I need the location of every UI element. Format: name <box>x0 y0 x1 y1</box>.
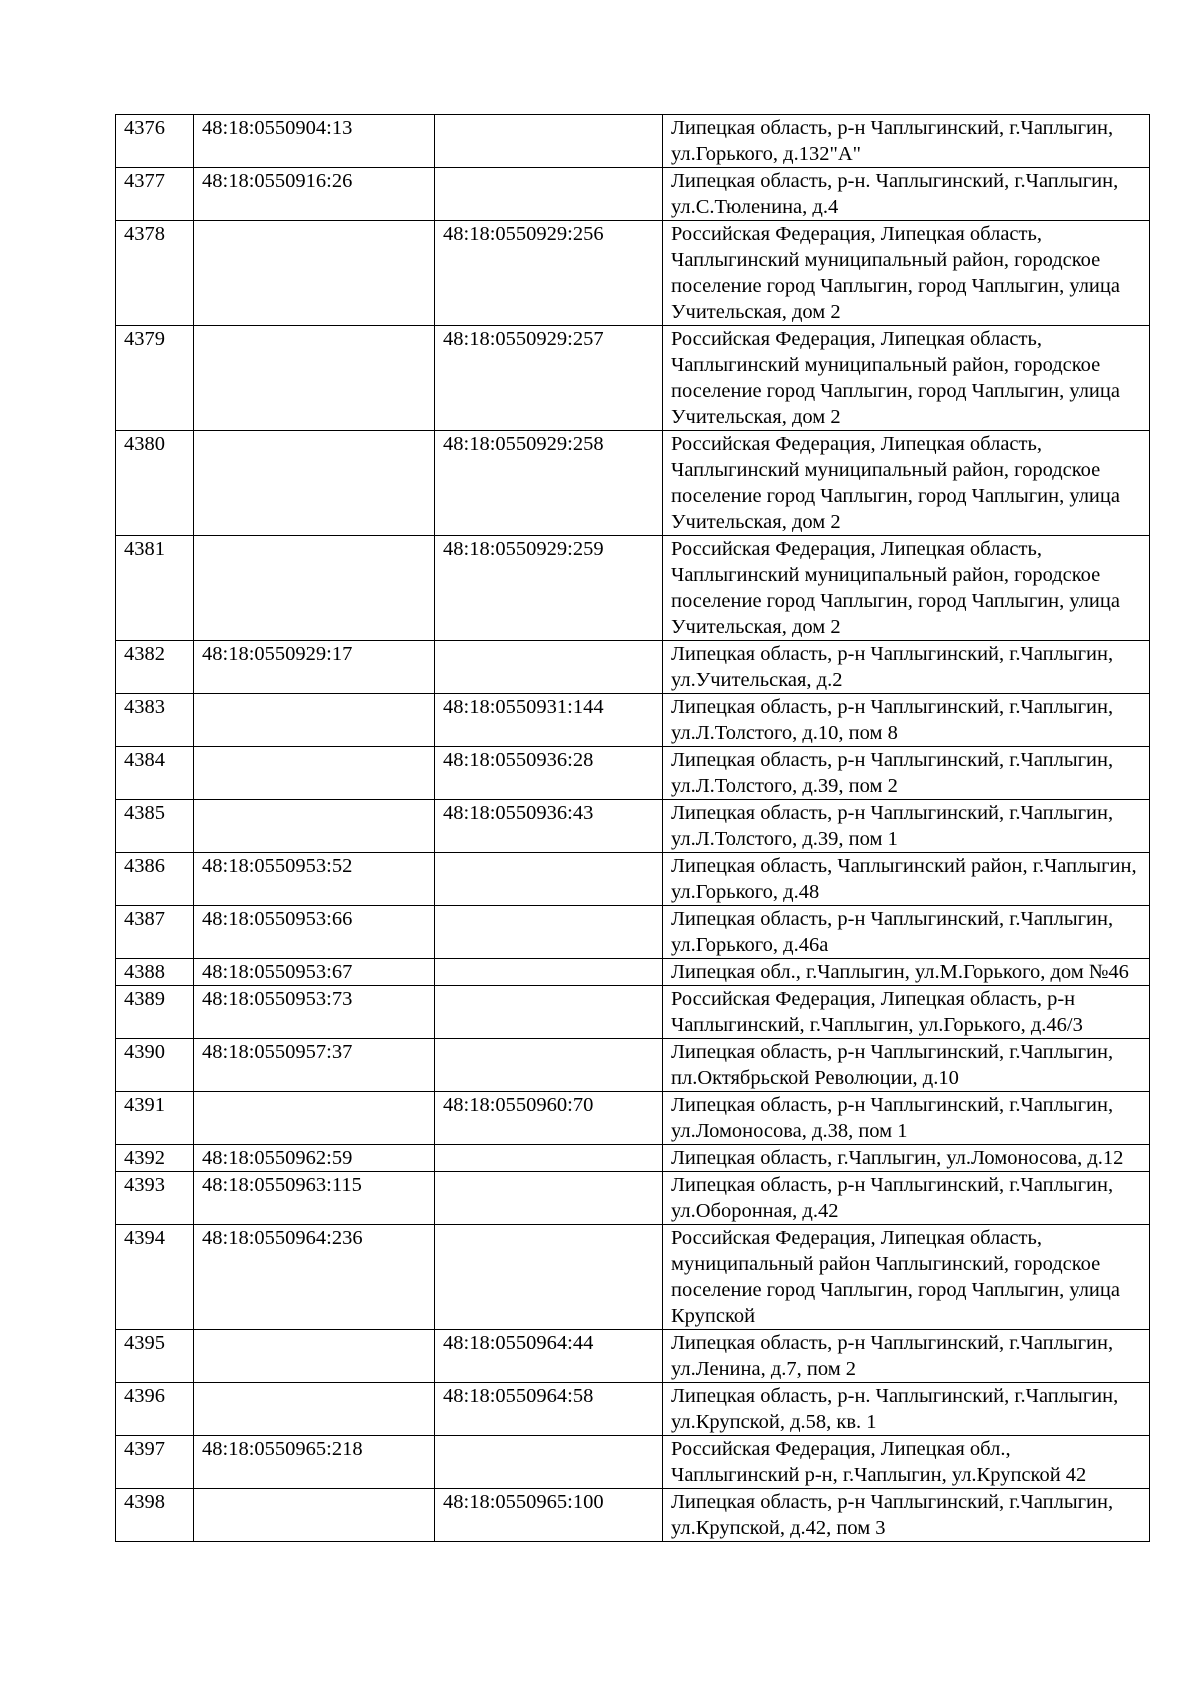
address-cell: Липецкая область, р-н Чаплыгинский, г.Чаплыгин, ул.Л.Толстого, д.10, пом 8 <box>663 694 1150 747</box>
row-number-cell: 4386 <box>116 853 194 906</box>
object-cadastral-number-cell: 48:18:0550936:43 <box>435 800 663 853</box>
row-number-cell: 4378 <box>116 221 194 326</box>
table-row <box>116 1225 1150 1330</box>
land-cadastral-number-cell: 48:18:0550953:67 <box>194 959 435 986</box>
object-cadastral-number-cell <box>435 1436 663 1489</box>
object-cadastral-number-cell: 48:18:0550936:28 <box>435 747 663 800</box>
address-cell: Липецкая область, Чаплыгинский район, г.Чаплыгин, ул.Горького, д.48 <box>663 853 1150 906</box>
row-number-cell: 4383 <box>116 694 194 747</box>
land-cadastral-number-cell: 48:18:0550963:115 <box>194 1172 435 1225</box>
table-row <box>116 1436 1150 1489</box>
row-number-cell: 4394 <box>116 1225 194 1330</box>
address-cell: Российская Федерация, Липецкая область, муниципальный район Чаплыгинский, городское поселение город Чаплыгин, город Чаплыгин, улица Крупской <box>663 1225 1150 1330</box>
address-cell: Липецкая область, р-н. Чаплыгинский, г.Чаплыгин, ул.Крупской, д.58, кв. 1 <box>663 1383 1150 1436</box>
table-row <box>116 1330 1150 1383</box>
table-row <box>116 431 1150 536</box>
object-cadastral-number-cell <box>435 1145 663 1172</box>
land-cadastral-number-cell: 48:18:0550916:26 <box>194 168 435 221</box>
address-cell: Российская Федерация, Липецкая область, р-н Чаплыгинский, г.Чаплыгин, ул.Горького, д.46/3 <box>663 986 1150 1039</box>
table-row <box>116 853 1150 906</box>
row-number-cell: 4397 <box>116 1436 194 1489</box>
address-cell: Липецкая область, р-н Чаплыгинский, г.Чаплыгин, ул.Ломоносова, д.38, пом 1 <box>663 1092 1150 1145</box>
row-number-cell: 4387 <box>116 906 194 959</box>
table-row <box>116 326 1150 431</box>
land-cadastral-number-cell: 48:18:0550964:236 <box>194 1225 435 1330</box>
table-row <box>116 115 1150 168</box>
object-cadastral-number-cell <box>435 1172 663 1225</box>
address-cell: Липецкая область, р-н Чаплыгинский, г.Чаплыгин, ул.Ленина, д.7, пом 2 <box>663 1330 1150 1383</box>
land-cadastral-number-cell: 48:18:0550953:52 <box>194 853 435 906</box>
land-cadastral-number-cell <box>194 1489 435 1542</box>
object-cadastral-number-cell <box>435 1225 663 1330</box>
land-cadastral-number-cell <box>194 747 435 800</box>
table-row <box>116 800 1150 853</box>
land-cadastral-number-cell: 48:18:0550929:17 <box>194 641 435 694</box>
object-cadastral-number-cell: 48:18:0550929:257 <box>435 326 663 431</box>
object-cadastral-number-cell: 48:18:0550929:256 <box>435 221 663 326</box>
table-row <box>116 959 1150 986</box>
address-cell: Российская Федерация, Липецкая область, Чаплыгинский муниципальный район, городское поселение город Чаплыгин, город Чаплыгин, улица Учительская, дом 2 <box>663 536 1150 641</box>
table-row <box>116 536 1150 641</box>
object-cadastral-number-cell <box>435 115 663 168</box>
address-cell: Липецкая область, р-н Чаплыгинский, г.Чаплыгин, ул.Горького, д.46а <box>663 906 1150 959</box>
table-row <box>116 694 1150 747</box>
land-cadastral-number-cell: 48:18:0550957:37 <box>194 1039 435 1092</box>
table-row <box>116 1383 1150 1436</box>
address-cell: Российская Федерация, Липецкая область, Чаплыгинский муниципальный район, городское поселение город Чаплыгин, город Чаплыгин, улица Учительская, дом 2 <box>663 326 1150 431</box>
row-number-cell: 4382 <box>116 641 194 694</box>
object-cadastral-number-cell: 48:18:0550931:144 <box>435 694 663 747</box>
row-number-cell: 4393 <box>116 1172 194 1225</box>
object-cadastral-number-cell: 48:18:0550964:58 <box>435 1383 663 1436</box>
table-row <box>116 1489 1150 1542</box>
row-number-cell: 4390 <box>116 1039 194 1092</box>
table-row <box>116 641 1150 694</box>
table-row <box>116 221 1150 326</box>
object-cadastral-number-cell <box>435 906 663 959</box>
object-cadastral-number-cell: 48:18:0550964:44 <box>435 1330 663 1383</box>
row-number-cell: 4391 <box>116 1092 194 1145</box>
address-cell: Липецкая область, г.Чаплыгин, ул.Ломоносова, д.12 <box>663 1145 1150 1172</box>
row-number-cell: 4380 <box>116 431 194 536</box>
row-number-cell: 4377 <box>116 168 194 221</box>
row-number-cell: 4381 <box>116 536 194 641</box>
land-cadastral-number-cell: 48:18:0550962:59 <box>194 1145 435 1172</box>
address-cell: Российская Федерация, Липецкая обл., Чаплыгинский р-н, г.Чаплыгин, ул.Крупской 42 <box>663 1436 1150 1489</box>
address-cell: Липецкая область, р-н Чаплыгинский, г.Чаплыгин, ул.Оборонная, д.42 <box>663 1172 1150 1225</box>
address-cell: Липецкая область, р-н. Чаплыгинский, г.Чаплыгин, ул.С.Тюленина, д.4 <box>663 168 1150 221</box>
address-cell: Липецкая область, р-н Чаплыгинский, г.Чаплыгин, ул.Крупской, д.42, пом 3 <box>663 1489 1150 1542</box>
address-cell: Липецкая область, р-н Чаплыгинский, г.Чаплыгин, ул.Учительская, д.2 <box>663 641 1150 694</box>
row-number-cell: 4379 <box>116 326 194 431</box>
row-number-cell: 4396 <box>116 1383 194 1436</box>
table-row <box>116 1145 1150 1172</box>
object-cadastral-number-cell <box>435 168 663 221</box>
table-row <box>116 168 1150 221</box>
row-number-cell: 4395 <box>116 1330 194 1383</box>
row-number-cell: 4398 <box>116 1489 194 1542</box>
land-cadastral-number-cell <box>194 1383 435 1436</box>
object-cadastral-number-cell <box>435 986 663 1039</box>
table-row <box>116 1092 1150 1145</box>
address-cell: Липецкая область, р-н Чаплыгинский, г.Чаплыгин, ул.Л.Толстого, д.39, пом 2 <box>663 747 1150 800</box>
object-cadastral-number-cell: 48:18:0550929:258 <box>435 431 663 536</box>
row-number-cell: 4376 <box>116 115 194 168</box>
object-cadastral-number-cell <box>435 1039 663 1092</box>
land-cadastral-number-cell <box>194 431 435 536</box>
property-registry-table <box>115 114 1150 1542</box>
row-number-cell: 4392 <box>116 1145 194 1172</box>
land-cadastral-number-cell: 48:18:0550965:218 <box>194 1436 435 1489</box>
address-cell: Российская Федерация, Липецкая область, Чаплыгинский муниципальный район, городское поселение город Чаплыгин, город Чаплыгин, улица Учительская, дом 2 <box>663 221 1150 326</box>
land-cadastral-number-cell <box>194 800 435 853</box>
table-row <box>116 1172 1150 1225</box>
address-cell: Липецкая обл., г.Чаплыгин, ул.М.Горького, дом №46 <box>663 959 1150 986</box>
row-number-cell: 4388 <box>116 959 194 986</box>
table-row <box>116 747 1150 800</box>
land-cadastral-number-cell <box>194 694 435 747</box>
land-cadastral-number-cell: 48:18:0550953:73 <box>194 986 435 1039</box>
address-cell: Липецкая область, р-н Чаплыгинский, г.Чаплыгин, ул.Л.Толстого, д.39, пом 1 <box>663 800 1150 853</box>
object-cadastral-number-cell: 48:18:0550965:100 <box>435 1489 663 1542</box>
land-cadastral-number-cell <box>194 536 435 641</box>
land-cadastral-number-cell <box>194 1330 435 1383</box>
table-row <box>116 1039 1150 1092</box>
object-cadastral-number-cell <box>435 853 663 906</box>
land-cadastral-number-cell <box>194 326 435 431</box>
row-number-cell: 4385 <box>116 800 194 853</box>
row-number-cell: 4384 <box>116 747 194 800</box>
address-cell: Липецкая область, р-н Чаплыгинский, г.Чаплыгин, пл.Октябрьской Революции, д.10 <box>663 1039 1150 1092</box>
land-cadastral-number-cell <box>194 221 435 326</box>
address-cell: Липецкая область, р-н Чаплыгинский, г.Чаплыгин, ул.Горького, д.132"А" <box>663 115 1150 168</box>
object-cadastral-number-cell <box>435 641 663 694</box>
land-cadastral-number-cell: 48:18:0550953:66 <box>194 906 435 959</box>
registry-table-body <box>116 115 1150 1542</box>
object-cadastral-number-cell: 48:18:0550960:70 <box>435 1092 663 1145</box>
address-cell: Российская Федерация, Липецкая область, Чаплыгинский муниципальный район, городское поселение город Чаплыгин, город Чаплыгин, улица Учительская, дом 2 <box>663 431 1150 536</box>
table-row <box>116 986 1150 1039</box>
object-cadastral-number-cell: 48:18:0550929:259 <box>435 536 663 641</box>
land-cadastral-number-cell <box>194 1092 435 1145</box>
table-row <box>116 906 1150 959</box>
object-cadastral-number-cell <box>435 959 663 986</box>
row-number-cell: 4389 <box>116 986 194 1039</box>
land-cadastral-number-cell: 48:18:0550904:13 <box>194 115 435 168</box>
